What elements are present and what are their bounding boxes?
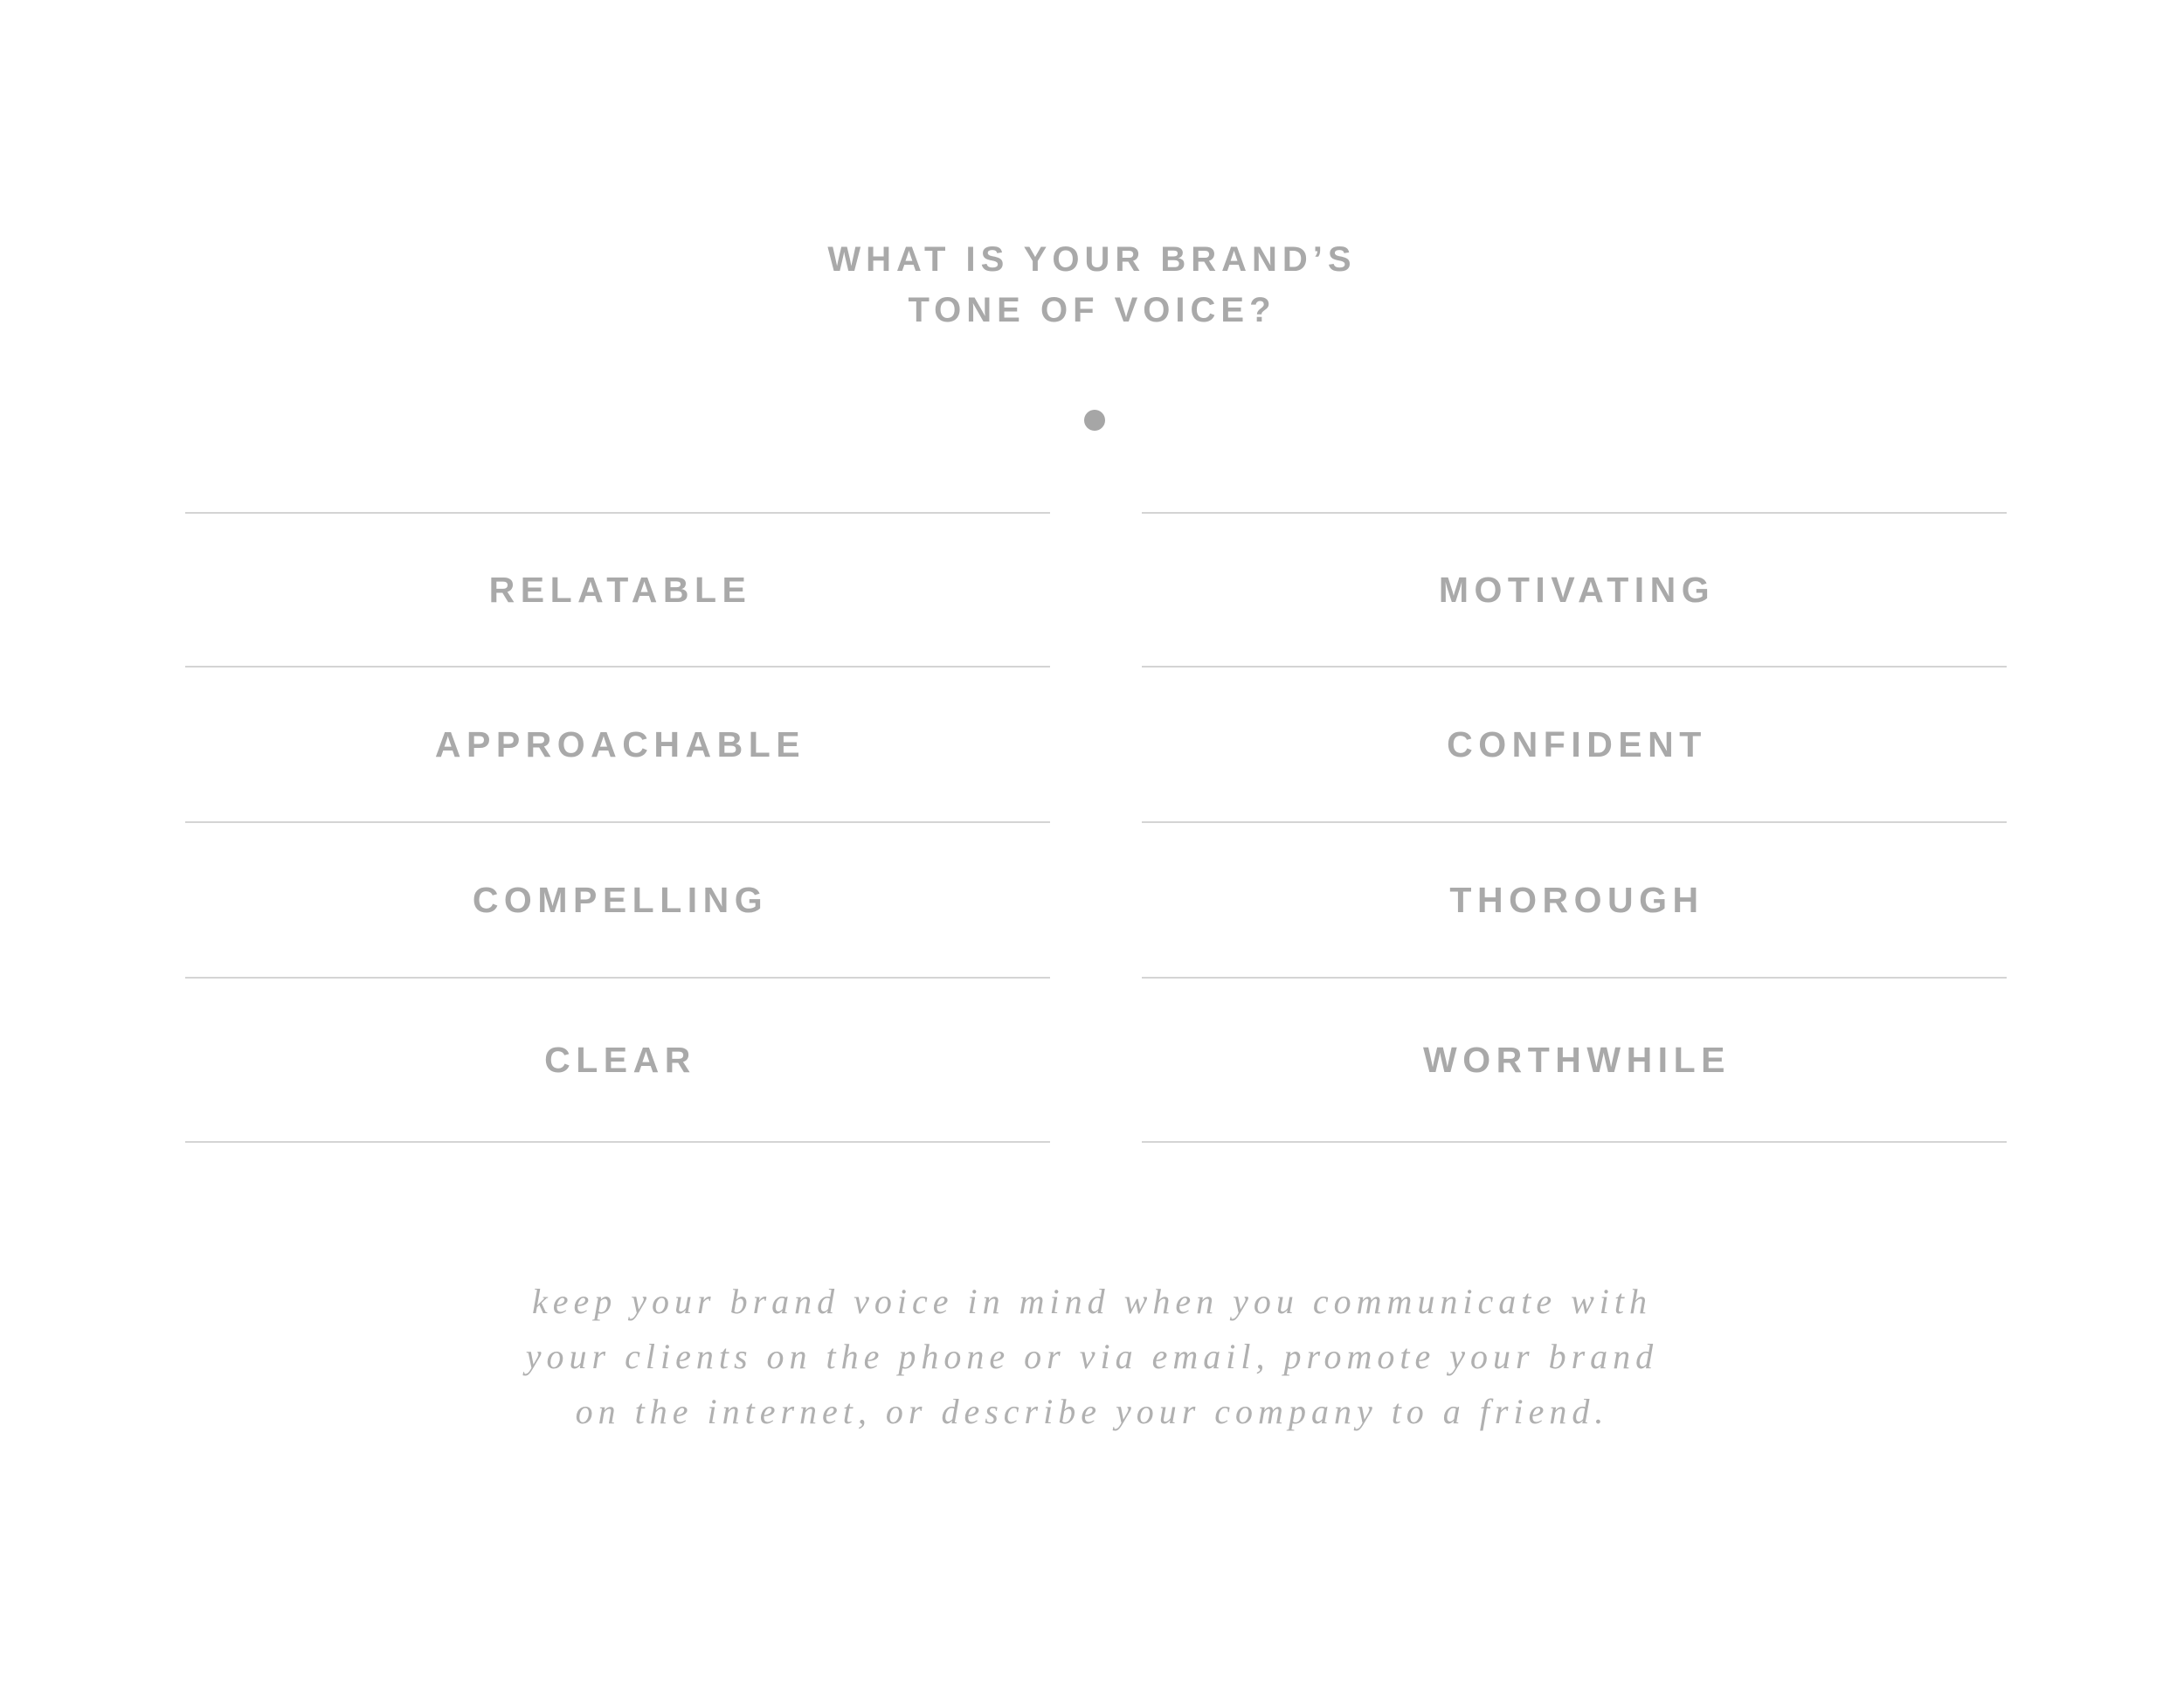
footer-line-3: on the internet, or describe your company to a friend. xyxy=(575,1392,1609,1431)
trait-label: MOTIVATING xyxy=(1438,569,1716,610)
divider-dot xyxy=(1084,410,1105,431)
trait-row xyxy=(185,979,1050,1143)
trait-label: CONFIDENT xyxy=(1447,723,1707,764)
trait-row xyxy=(1142,823,2007,979)
trait-row xyxy=(1142,668,2007,823)
trait-row xyxy=(185,668,1050,823)
footer-note xyxy=(0,1274,2184,1439)
trait-row xyxy=(185,514,1050,668)
title-line-2: TONE OF VOICE? xyxy=(908,291,1276,329)
trait-label: WORTHWHILE xyxy=(1423,1039,1731,1080)
trait-label: CLEAR xyxy=(544,1039,696,1080)
trait-row xyxy=(1142,514,2007,668)
traits-column-right xyxy=(1142,512,2007,1143)
footer-line-2: your clients on the phone or via email, promote your brand xyxy=(525,1337,1659,1376)
footer-line-1: keep your brand voice in mind when you communicate with xyxy=(532,1282,1652,1321)
page-title xyxy=(0,234,2184,336)
trait-row xyxy=(1142,979,2007,1143)
title-line-1: WHAT IS YOUR BRAND’S xyxy=(827,240,1357,279)
trait-label: RELATABLE xyxy=(488,569,752,610)
trait-label: THOROUGH xyxy=(1449,879,1704,920)
traits-column-left xyxy=(185,512,1050,1143)
trait-row xyxy=(185,823,1050,979)
trait-label: APPROACHABLE xyxy=(434,723,806,764)
trait-label: COMPELLING xyxy=(472,879,769,920)
